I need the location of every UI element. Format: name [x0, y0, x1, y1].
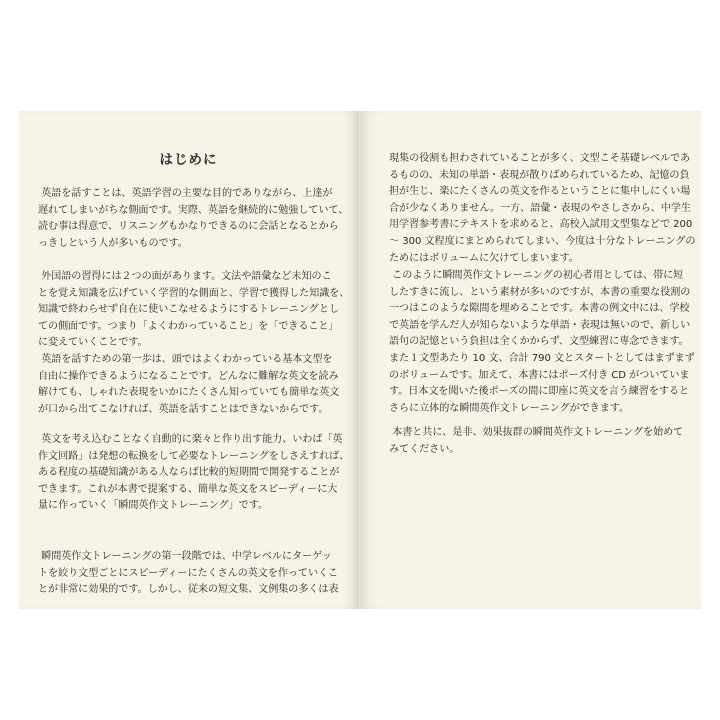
right-paragraph-3: 本書と共に、是非、効果抜群の瞬間英作文トレーニングを始めて みてください。: [389, 427, 684, 455]
left-paragraph-4: 英文を考え込むことなく自動的に楽々と作り出す能力、いわば「英 作文回路」は発想の転換をして必要なトレーニングをしさえすれば、 ある程度の基礎知識がある人ならば比較的短期間で開発することが できます。これが本書で提案する、簡単な英文をスピーディーに大 量に作っていく「瞬間英作文トレーニング」です。: [38, 434, 350, 512]
left-paragraph-1: 英語を話すことは、英語学習の主要な目的でありながら、上達が 遅れてしまいがちな側面です。実際、英語を継続的に勉強していて、 読む事は得意で、リスニングもかなりできるのに会話となるとから っきしという人が多いものです。: [38, 188, 349, 249]
left-paragraph-3: 英語を話すための第一歩は、頭ではよくわかっている基本文型を 自由に操作できるようになることです。どんなに難解な英文を読み 解けても、しゃれた表現をいかにたくさん知っていても簡単な英文 が口から出てこなければ、英語を話すことはできないからです。: [38, 354, 340, 415]
left-page: [19, 111, 358, 609]
left-paragraph-5: 瞬間英作文トレーニングの第一段階では、中学レベルにターゲッ トを絞り文型ごとにスピーディーにたくさんの英文を作っていくこ とが非常に効果的です。しかし、従来の短文集、文例集の多くは表: [38, 551, 339, 596]
right-page: [361, 111, 701, 609]
left-paragraph-2: 外国語の習得には２つの面があります。文法や語彙など未知のこ とを覚え知識を広げていく学習的な側面と、学習で獲得した知識を、 知識で終わらせず自在に使いこなせるようにするトレーニングとし ての側面です。つまり「よくわかっていること」を「できること」 に変えていくことです。: [38, 271, 350, 349]
right-paragraph-1: 現集の役割も担わされていることが多く、文型こそ基礎レベルであ るものの、未知の単語・表現が散りばめられているため、記憶の負 担が生じ、楽にたくさんの英文を作るということに集中しにくい場 合が少なくありません。一方、語彙・表現のやさしさから、中学生 用学習参考書にテキストを求めると、高校入試用文型集などで 200 ～ 300 文程度にまとめられてしまい、今度は十分なトレーニングの ためにはボリュームに欠けてしまいます。: [389, 153, 696, 264]
right-paragraph-2: このように瞬間英作文トレーニングの初心者用としては、帯に短 したすきに流し、という素材が多いのですが、本書の重要な役割の 一つはこのような隙間を埋めることです。本書の例文中には、学校 で英語を学んだ人が知らないような単語・表現は無いので、新しい 語句の記憶という負担は全くかからず、文型練習に専念できます。 また１文型あたり 10 文、合計 790 文とスタートとしてはまずまず のボリュームです。加えて、本書にはポーズ付き CD がついていま す。日本文を聞いた後ポーズの間に即座に英文を言う練習をすると さらに立体的な瞬間英作文トレーニングができます。: [389, 270, 695, 414]
page-title: はじめに: [159, 152, 218, 168]
